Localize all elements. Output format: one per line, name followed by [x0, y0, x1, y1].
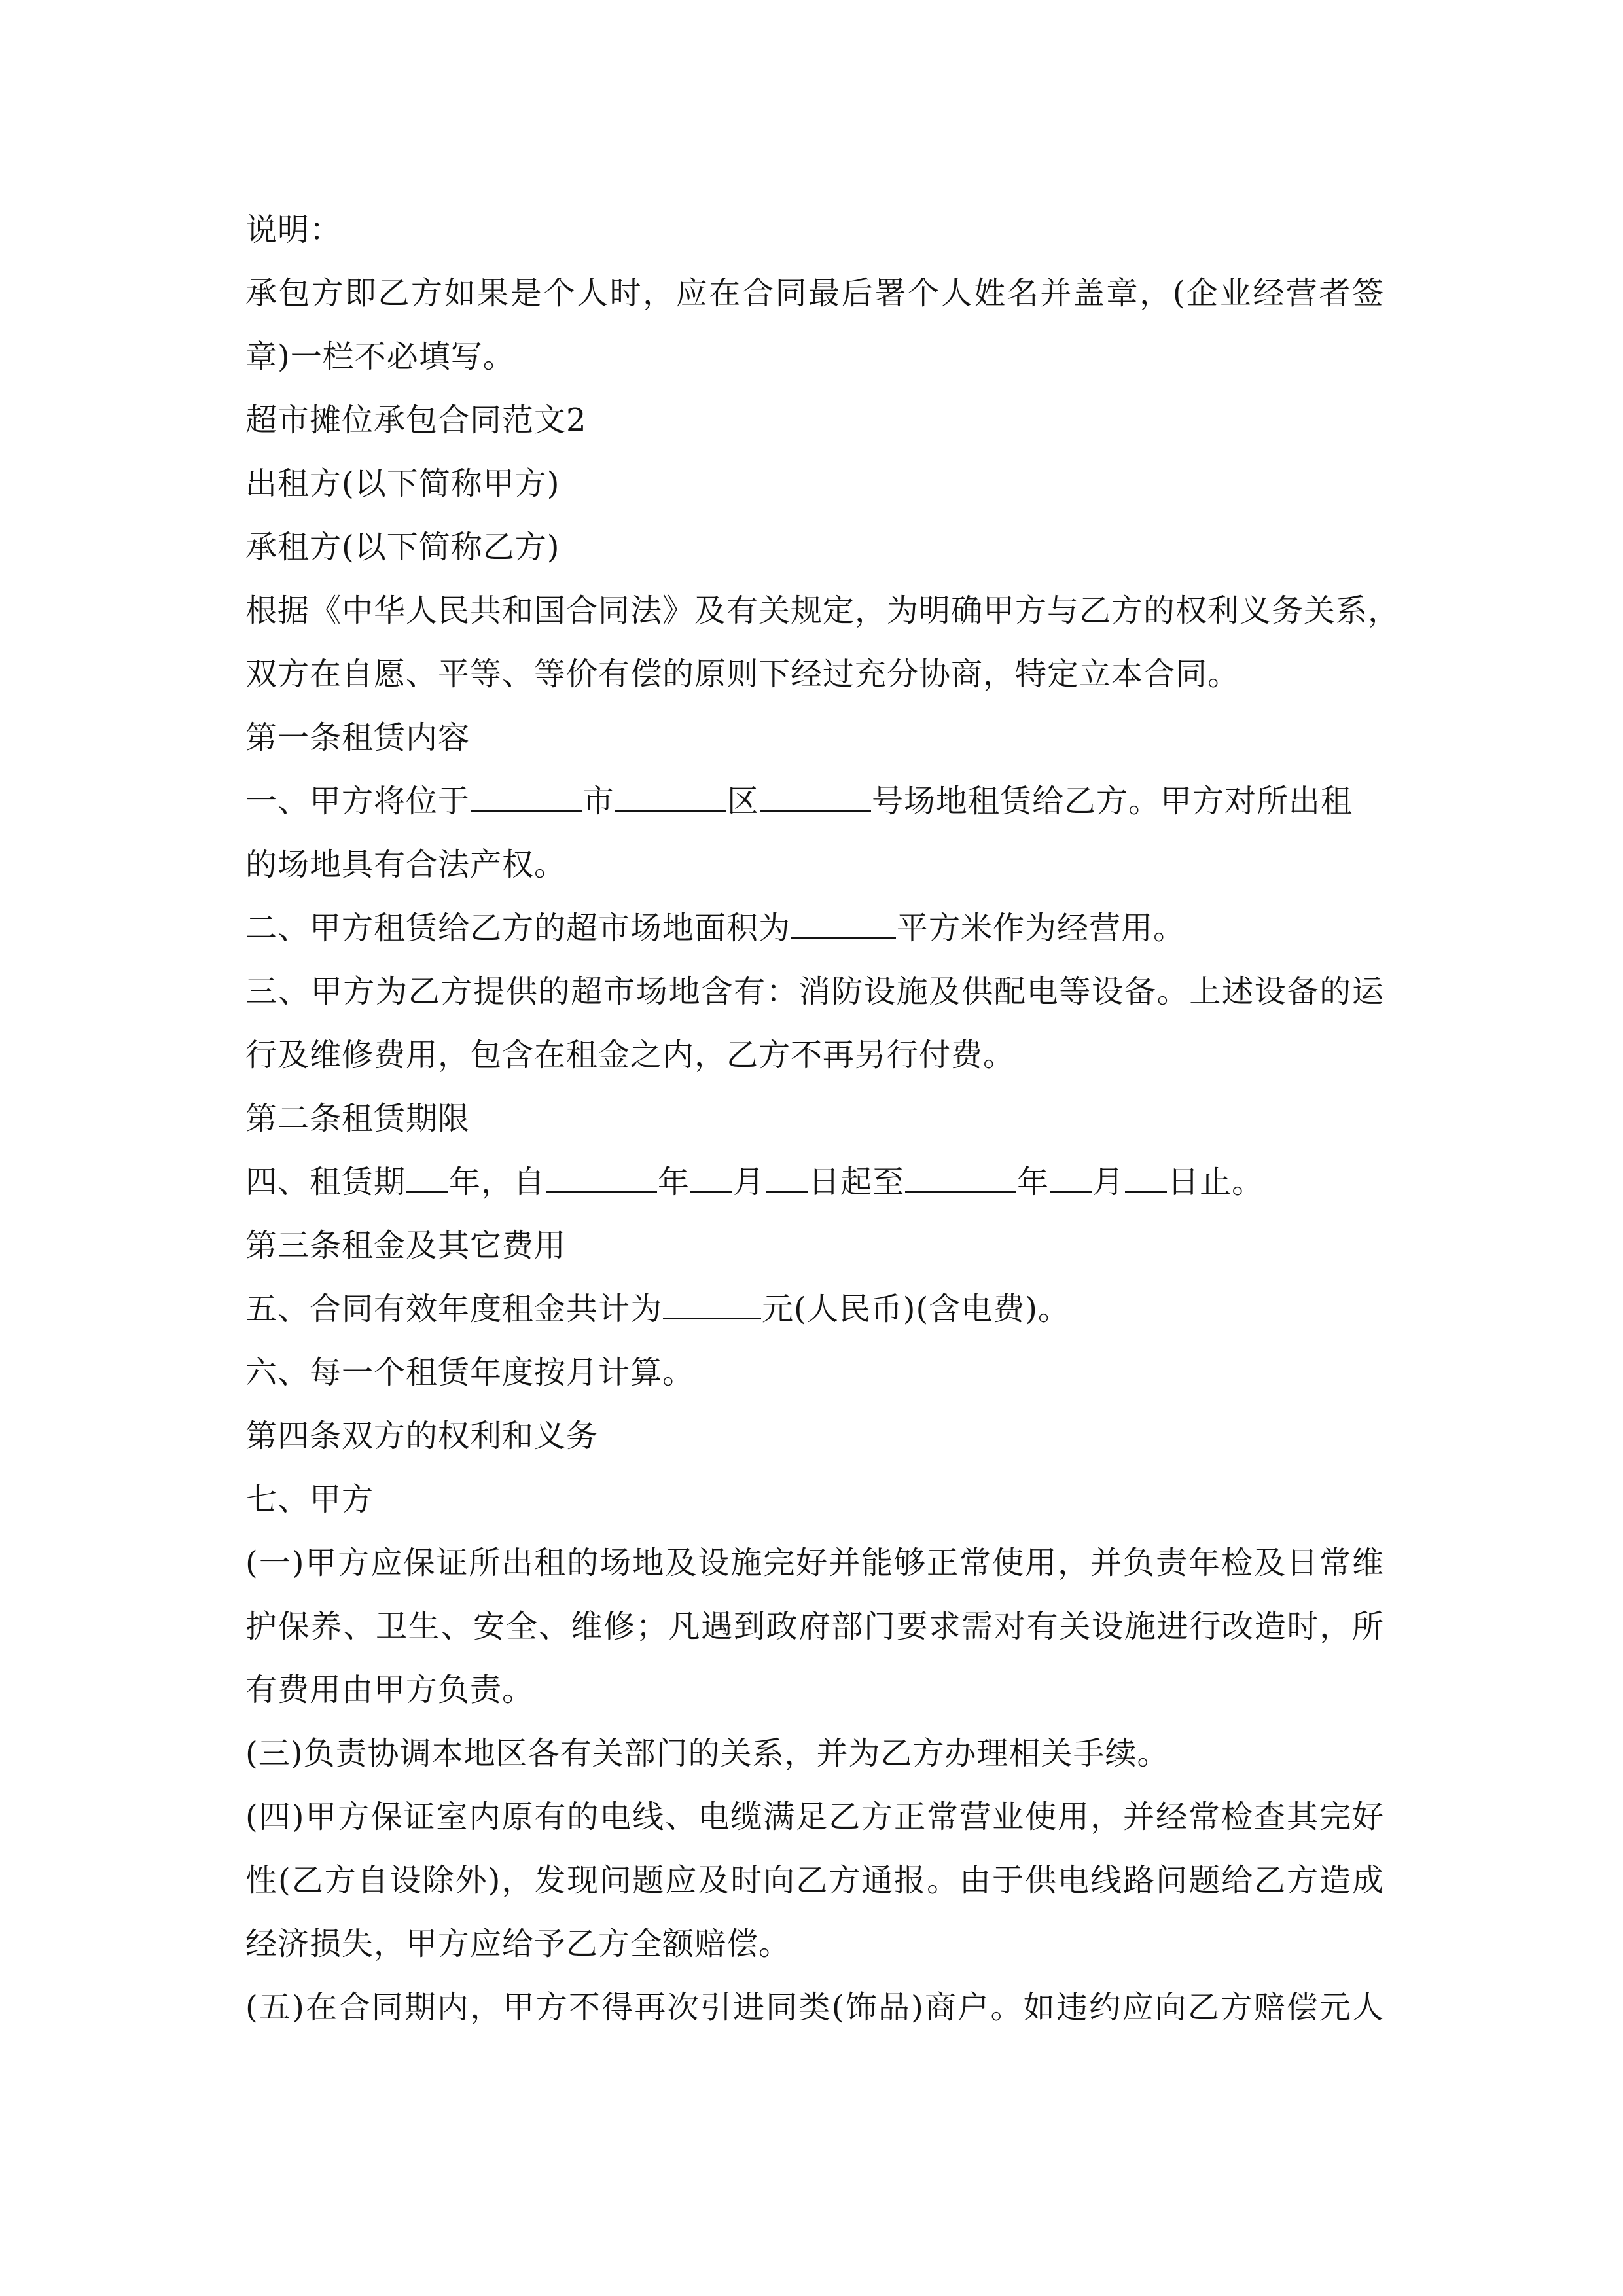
clause-text: 市 — [582, 783, 615, 819]
clause-text: 平方米作为经营用。 — [897, 910, 1186, 946]
clause-text: 月 — [1092, 1164, 1125, 1200]
blank-field — [766, 1168, 808, 1193]
clause-7-item-line: (五)在合同期内，甲方不得再次引进同类(饰品)商户。如违约应向乙方赔偿元人 — [245, 1989, 1384, 2026]
clause-1-line: 的场地具有合法产权。 — [245, 846, 567, 883]
article-1-heading: 第一条租赁内容 — [245, 719, 471, 756]
clause-7-item-line: 经济损失，甲方应给予乙方全额赔偿。 — [245, 1926, 791, 1962]
clause-text: 五、合同有效年度租金共计为 — [245, 1291, 663, 1327]
note-text-line: 章)一栏不必填写。 — [245, 338, 515, 375]
blank-field — [905, 1168, 1016, 1193]
blank-field — [760, 787, 871, 812]
clause-5-line — [245, 1278, 1384, 1341]
blank-field — [663, 1295, 761, 1319]
clause-3-line: 行及维修费用，包含在租金之内，乙方不再另行付费。 — [245, 1037, 1016, 1073]
clause-2-line — [245, 897, 1384, 960]
clause-text: 一、甲方将位于 — [245, 783, 471, 819]
clause-6-line: 六、每一个租赁年度按月计算。 — [245, 1354, 695, 1391]
clause-7-item-line: (一)甲方应保证所出租的场地及设施完好并能够正常使用，并负责年检及日常维 — [245, 1545, 1384, 1581]
clause-7-item-line: 护保养、卫生、安全、维修；凡遇到政府部门要求需对有关设施进行改造时，所 — [245, 1608, 1384, 1645]
clause-text: 年，自 — [449, 1164, 546, 1200]
party-lessor: 出租方(以下简称甲方) — [245, 465, 560, 502]
clause-7-heading: 七、甲方 — [245, 1481, 374, 1518]
blank-field — [406, 1168, 448, 1193]
preamble-line: 根据《中华人民共和国合同法》及有关规定，为明确甲方与乙方的权利义务关系， — [245, 592, 1400, 629]
article-4-heading: 第四条双方的权利和义务 — [245, 1418, 599, 1454]
clause-4-line — [245, 1151, 1384, 1214]
clause-text: 元(人民币)(含电费)。 — [762, 1291, 1070, 1327]
clause-7-item-line: 性(乙方自设除外)，发现问题应及时向乙方通报。由于供电线路问题给乙方造成 — [245, 1862, 1384, 1899]
clause-text: 四、租赁期 — [245, 1164, 406, 1200]
clause-text: 区 — [727, 783, 760, 819]
party-lessee: 承租方(以下简称乙方) — [245, 529, 560, 565]
clause-7-item-line: (四)甲方保证室内原有的电线、电缆满足乙方正常营业使用，并经常检查其完好 — [245, 1799, 1384, 1835]
clause-text: 年 — [1017, 1164, 1050, 1200]
clause-text: 日止。 — [1168, 1164, 1264, 1200]
clause-text: 号场地租赁给乙方。甲方对所出租 — [872, 783, 1353, 819]
clause-7-item-line: 有费用由甲方负责。 — [245, 1672, 535, 1708]
note-text-line: 承包方即乙方如果是个人时，应在合同最后署个人姓名并盖章，(企业经营者签 — [245, 275, 1384, 312]
clause-text: 年 — [658, 1164, 690, 1200]
contract-title: 超市摊位承包合同范文2 — [245, 402, 587, 439]
clause-3-line: 三、甲方为乙方提供的超市场地含有：消防设施及供配电等设备。上述设备的运 — [245, 973, 1384, 1010]
clause-text: 日起至 — [808, 1164, 905, 1200]
clause-text: 月 — [733, 1164, 766, 1200]
article-2-heading: 第二条租赁期限 — [245, 1100, 471, 1137]
note-heading: 说明： — [245, 211, 342, 248]
blank-field — [791, 914, 896, 939]
blank-field — [546, 1168, 657, 1193]
blank-field — [1050, 1168, 1092, 1193]
contract-body — [245, 198, 1400, 2039]
blank-field — [1125, 1168, 1167, 1193]
clause-text: 二、甲方租赁给乙方的超市场地面积为 — [245, 910, 791, 946]
clause-1-line — [245, 770, 1384, 833]
clause-7-item-line: (三)负责协调本地区各有关部门的关系，并为乙方办理相关手续。 — [245, 1735, 1169, 1772]
blank-field — [690, 1168, 732, 1193]
preamble-line: 双方在自愿、平等、等价有偿的原则下经过充分协商，特定立本合同。 — [245, 656, 1240, 692]
blank-field — [471, 787, 582, 812]
article-3-heading: 第三条租金及其它费用 — [245, 1227, 567, 1264]
blank-field — [615, 787, 726, 812]
